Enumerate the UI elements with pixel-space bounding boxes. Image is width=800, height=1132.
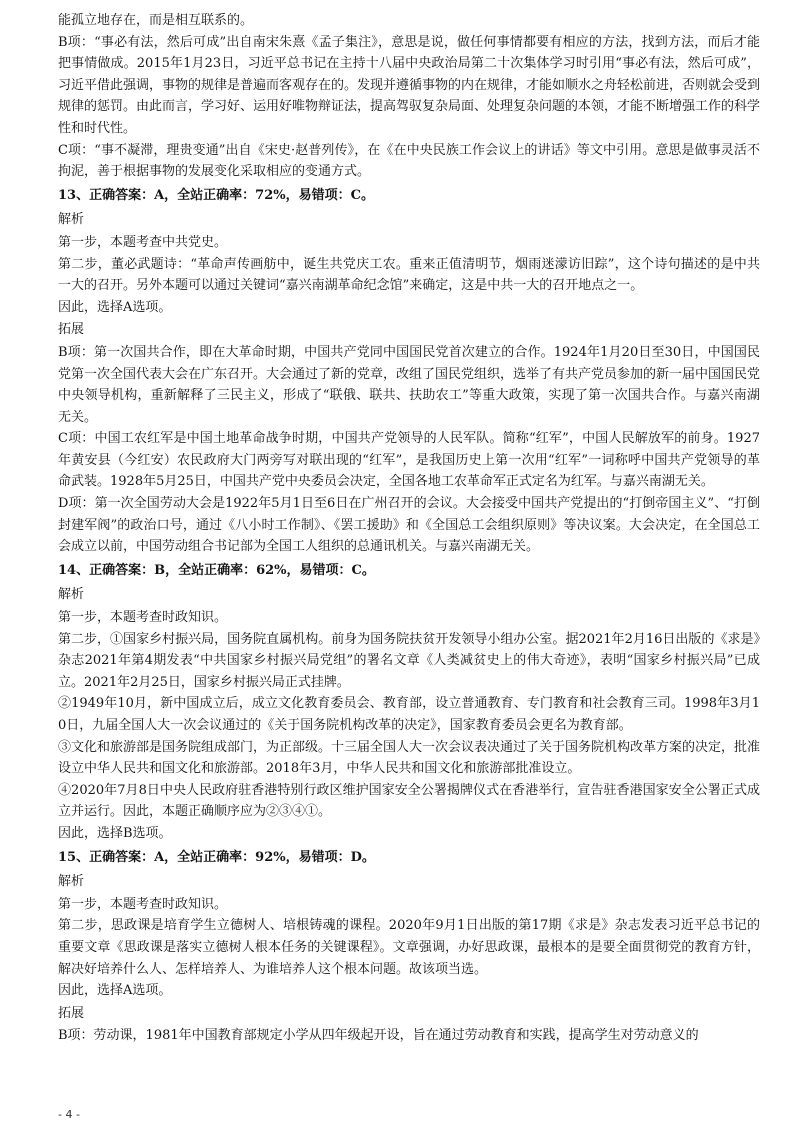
paragraph: 因此，选择A选项。 (58, 983, 172, 999)
answer-heading: 14、正确答案：B，全站正确率：62%，易错项：C。 (58, 562, 375, 578)
answer-heading: 15、正确答案：A，全站正确率：92%，易错项：D。 (58, 849, 375, 865)
paragraph: 因此，选择B选项。 (58, 825, 172, 841)
section-label: 解析 (58, 212, 85, 228)
paragraph: B项：“事必有法，然后可成”出自南宋朱熹《孟子集注》，意思是说，做任何事情都要有相应的方法，找到方法，而后才能把事情做成。2015年1月23日，习近平总书记在主持十八届中央政治局第二十次集体学习时引用“事必有法，然后可成”，习近平借此强调，事物的规律是普遍而客观存在的。发现并遵循事物的内在规律，才能如顺水之舟轻松前进，否则就会受到规律的惩罚。由此而言，学习好、运用好唯物辩证法，提高驾驭复杂局面、处理复杂问题的本领，才能不断增强工作的科学性和时代性。 (58, 34, 761, 136)
paragraph: 能孤立地存在，而是相互联系的。 (58, 13, 254, 28)
paragraph: 第一步，本题考查时政知识。 (58, 610, 228, 626)
paragraph: 第二步，思政课是培育学生立德树人、培根铸魂的课程。2020年9月1日出版的第17期《求是》杂志发表习近平总书记的重要文章《思政课是落实立德树人根本任务的关键课程》。文章强调，办好思政课，最根本的是要全面贯彻党的教育方针，解决好培养什么人、怎样培养人、为谁培养人这个根本问题。故该项当选。 (58, 918, 760, 977)
paragraph: B项：劳动课，1981年中国教育部规定小学从四年级起开设，旨在通过劳动教育和实践，提高学生对劳动意义的 (58, 1028, 699, 1044)
paragraph: 因此，选择A选项。 (58, 299, 172, 315)
section-label: 拓展 (58, 322, 85, 338)
paragraph: 第一步，本题考查时政知识。 (58, 896, 228, 912)
section-label: 拓展 (58, 1005, 85, 1021)
paragraph: ②1949年10月，新中国成立后，成立文化教育委员会、教育部，设立普通教育、专门教育和社会教育三司。1998年3月10日，九届全国人大一次会议通过的《关于国务院机构改革的决定》，国家教育委员会更名为教育部。 (58, 696, 760, 733)
answer-heading: 13、正确答案：A，全站正确率：72%，易错项：C。 (58, 187, 374, 203)
paragraph: ④2020年7月8日中央人民政府驻香港特别行政区维护国家安全公署揭牌仪式在香港举行，宣告驻香港国家安全公署正式成立并运行。因此，本题正确顺序应为②③④①。 (58, 782, 760, 820)
paragraph: C项：“事不凝滞，理贵变通”出自《宋史·赵普列传》，在《在中央民族工作会议上的讲话》等文中引用。意思是做事灵活不拘泥，善于根据事物的发展变化采取相应的变通方式。 (58, 142, 760, 180)
paragraph: 第一步，本题考查中共党史。 (58, 234, 228, 250)
paragraph: C项：中国工农红军是中国土地革命战争时期，中国共产党领导的人民军队。简称“红军”，中国人民解放军的前身。1927年黄安县（今红安）农民政府大门两旁写对联出现的“红军”，是我国历史上第一次用“红军”一词称呼中国共产党领导的革命武装。1928年5月25日，中国共产党中央委员会决定，全国各地工农革命军正式定名为红军。与嘉兴南湖无关。 (58, 431, 760, 490)
page-number: - 4 - (58, 1108, 80, 1122)
section-label: 解析 (58, 587, 85, 603)
paragraph: ③文化和旅游部是国务院组成部门，为正部级。十三届全国人大一次会议表决通过了关于国务院机构改革方案的决定，批准设立中华人民共和国文化和旅游部。2018年3月，中华人民共和国文化和旅游部批准设立。 (58, 739, 761, 777)
paragraph: D项：第一次全国劳动大会是1922年5月1日至6日在广州召开的会议。大会接受中国共产党提出的“打倒帝国主义”、“打倒封建军阀”的政治口号，通过《八小时工作制》、《罢工援助》和《全国总工会组织原则》等决议案。大会决定，在全国总工会成立以前，中国劳动组合书记部为全国工人组织的总通讯机关。与嘉兴南湖无关。 (58, 496, 760, 555)
section-label: 解析 (58, 874, 85, 890)
paragraph: 第二步，①国家乡村振兴局，国务院直属机构。前身为国务院扶贫开发领导小组办公室。据2021年2月16日出版的《求是》杂志2021年第4期发表“中共国家乡村振兴局党组”的署名文章《人类减贫史上的伟大奇迹》，表明“国家乡村振兴局”已成立。2021年2月25日，国家乡村振兴局正式挂牌。 (58, 631, 760, 690)
document-body (58, 10, 760, 1047)
paragraph: 第二步，董必武题诗：“革命声传画舫中，诞生共党庆工农。重来正值清明节，烟雨迷濛访旧踪”，这个诗句描述的是中共一大的召开。另外本题可以通过关键词“嘉兴南湖革命纪念馆”来确定，这是中共一大的召开地点之一。 (58, 256, 760, 294)
paragraph: B项：第一次国共合作，即在大革命时期，中国共产党同中国国民党首次建立的合作。1924年1月20日至30日，中国国民党第一次全国代表大会在广东召开。大会通过了新的党章，改组了国民党组织，选举了有共产党员参加的新一届中国国民党中央领导机构，重新解释了三民主义，形成了“联俄、联共、扶助农工”等重大政策，实现了第一次国共合作。与嘉兴南湖无关。 (58, 344, 761, 425)
